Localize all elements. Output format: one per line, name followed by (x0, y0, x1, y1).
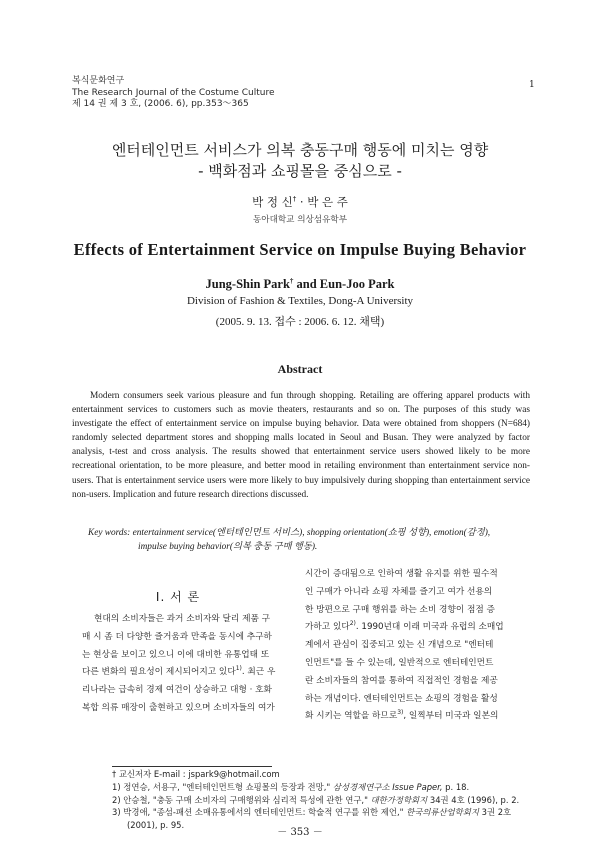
journal-issue: 제 14 권 제 3 호, (2006. 6), pp.353～365 (72, 99, 249, 109)
footnote-2 (112, 794, 542, 807)
body-text: 가하고 있다 (305, 622, 350, 633)
paper-title-en: Effects of Entertainment Service on Impulse Buying Behavior (73, 240, 527, 259)
keywords-line1 (88, 526, 528, 540)
body-column-left (82, 611, 290, 718)
submission-dates: (2005. 9. 13. 접수 : 2006. 6. 12. 채택) (215, 316, 385, 328)
body-line: 매 시 좀 더 다양한 즐거움과 만족을 동시에 추구하 (82, 631, 272, 642)
footnote-3 (112, 806, 542, 819)
author2-en: and Eun-Joo Park (293, 277, 395, 291)
journal-header (72, 76, 275, 111)
page-number-bottom: － 353 － (277, 827, 323, 838)
footnote-text: 34권 4호 (1996), p. 2. (427, 794, 520, 805)
abstract-heading: Abstract (277, 362, 323, 376)
journal-name-en: The Research Journal of the Costume Culture (72, 87, 275, 98)
body-text: . 최근 우 (241, 667, 276, 678)
body-text: . 1990년대 이래 미국과 유럽의 소매업 (355, 622, 504, 633)
title-ko-line2: - 백화점과 쇼핑몰을 중심으로 - (198, 162, 402, 180)
body-line (305, 708, 529, 726)
body-line: 는 현상을 보이고 있으니 이에 대비한 유통업태 또 (82, 649, 270, 660)
body-line: 란 소비자들의 참여를 통하여 직접적인 경험을 제공 (305, 675, 498, 686)
affiliation-en: Division of Fashion & Textiles, Dong-A University (186, 295, 414, 307)
body-text: 다른 변화의 필요성이 제시되어지고 있다 (82, 667, 236, 678)
body-line: 계에서 관심이 집중되고 있는 신 개념으로 "엔터테 (305, 640, 494, 651)
footnote-text: 3) 박경애, "종섬-패션 소매유통에서의 엔터테인먼트: 학술적 연구를 위한 제언," (112, 807, 407, 818)
body-line (82, 664, 290, 682)
corresponding-mark-en: † (289, 276, 294, 285)
footnote-text: 1) 정연승, 서용구, "엔터테인먼트형 쇼핑몰의 등장과 전망," (112, 781, 333, 792)
footnote-source: 삼성경제연구소 Issue Paper, (332, 781, 443, 792)
body-column-right (305, 566, 529, 726)
abstract-body (72, 389, 530, 502)
body-line: 현대의 소비자들은 과거 소비자와 달리 제품 구 (94, 614, 271, 624)
body-line: 한 방편으로 구매 행위를 하는 소비 경향이 점점 증 (305, 604, 495, 615)
body-text: , 일찍부터 미국과 일본의 (403, 711, 499, 722)
body-text: 화 시키는 역할을 하므로 (305, 711, 398, 722)
affiliation-ko: 동아대학교 의상섬유학부 (252, 215, 348, 225)
keywords (88, 526, 528, 554)
footnote-ref: 2) (349, 620, 356, 628)
author1-ko: 박 정 신 (252, 195, 293, 209)
body-line: 인먼트"를 들 수 있는데, 일반적으로 엔터테인먼트 (305, 657, 494, 668)
footnote-text: 3권 2호 (478, 807, 512, 818)
authors-ko (0, 194, 600, 210)
footnote-text: 2) 안승철, "충동 구매 소비자의 구매행위와 심리적 특성에 관한 연구," (112, 794, 371, 805)
authors-en (0, 277, 600, 292)
footnote-ref: 1) (235, 665, 242, 673)
body-line: 리나라는 급속히 경제 여건이 상승하고 대형 · 호화 (82, 685, 272, 696)
body-line: 하는 개념이다. 엔터테인먼트는 쇼핑의 경험을 활성 (305, 693, 498, 704)
keywords-label: Key words: (88, 528, 131, 538)
author1-en: Jung-Shin Park (205, 277, 290, 291)
abstract-text: Modern consumers seek various pleasure and fun through shopping. Retailing are offering apparel products with entertainment services to customers such as movie theaters, restaurants and so on. The purposes of this study was investigate the effect of entertainment service on impulse buying behavior. Data were obtained from shoppers (N=684) randomly selected department stores and shopping malls located in Seoul and Busan. They were analyzed by factor analysis, t-test and cross analysis. The results showed that entertainment service users showed likely to be more recreational orientation, to be more pleasure, and better mood in retailing environment than entertainment service non-users. That is entertainment service users were more likely to buy impulsively during shopping than entertainment service non-users. Implication and future research directions discussed. (72, 391, 530, 500)
keywords-line2: impulse buying behavior(의복 충동 구매 행동). (138, 542, 318, 552)
title-ko-line1: 엔터테인먼트 서비스가 의복 충동구매 행동에 미치는 영향 (111, 141, 489, 159)
corresponding-author-note: † 교신저자 E-mail : jspark9@hotmail.com (112, 769, 280, 779)
footnote-ref: 3) (397, 709, 404, 717)
footnote-3-cont: (2001), p. 95. (127, 820, 185, 831)
keywords-text1: entertainment service(엔터테인먼트 서비스), shopping orientation(쇼핑 성향), emotion(감정), (132, 528, 491, 538)
footnote-divider (112, 766, 272, 767)
footnote-1 (112, 781, 542, 794)
journal-name-ko: 복식문화연구 (72, 76, 125, 86)
footnote-source: 대한가정학회지 (370, 794, 428, 805)
section-heading-intro: Ⅰ. 서 론 (155, 590, 201, 604)
body-line: 복합 의류 매장이 출현하고 있으며 소비자들의 여가 (82, 702, 275, 713)
page-number-top: 1 (529, 80, 535, 90)
body-line: 인 구매가 아니라 쇼핑 자체를 즐기고 여가 선용의 (305, 586, 493, 597)
paper-title-ko (0, 140, 600, 182)
body-line: 시간이 증대됨으로 인하여 생활 유지를 위한 필수적 (305, 569, 498, 579)
author2-ko: · 박 은 주 (296, 195, 348, 209)
footnote-text: p. 18. (442, 781, 470, 792)
body-line (305, 619, 529, 637)
corresponding-mark: † (292, 195, 297, 204)
footnote-source: 한국의류산업학회지 (406, 807, 479, 818)
